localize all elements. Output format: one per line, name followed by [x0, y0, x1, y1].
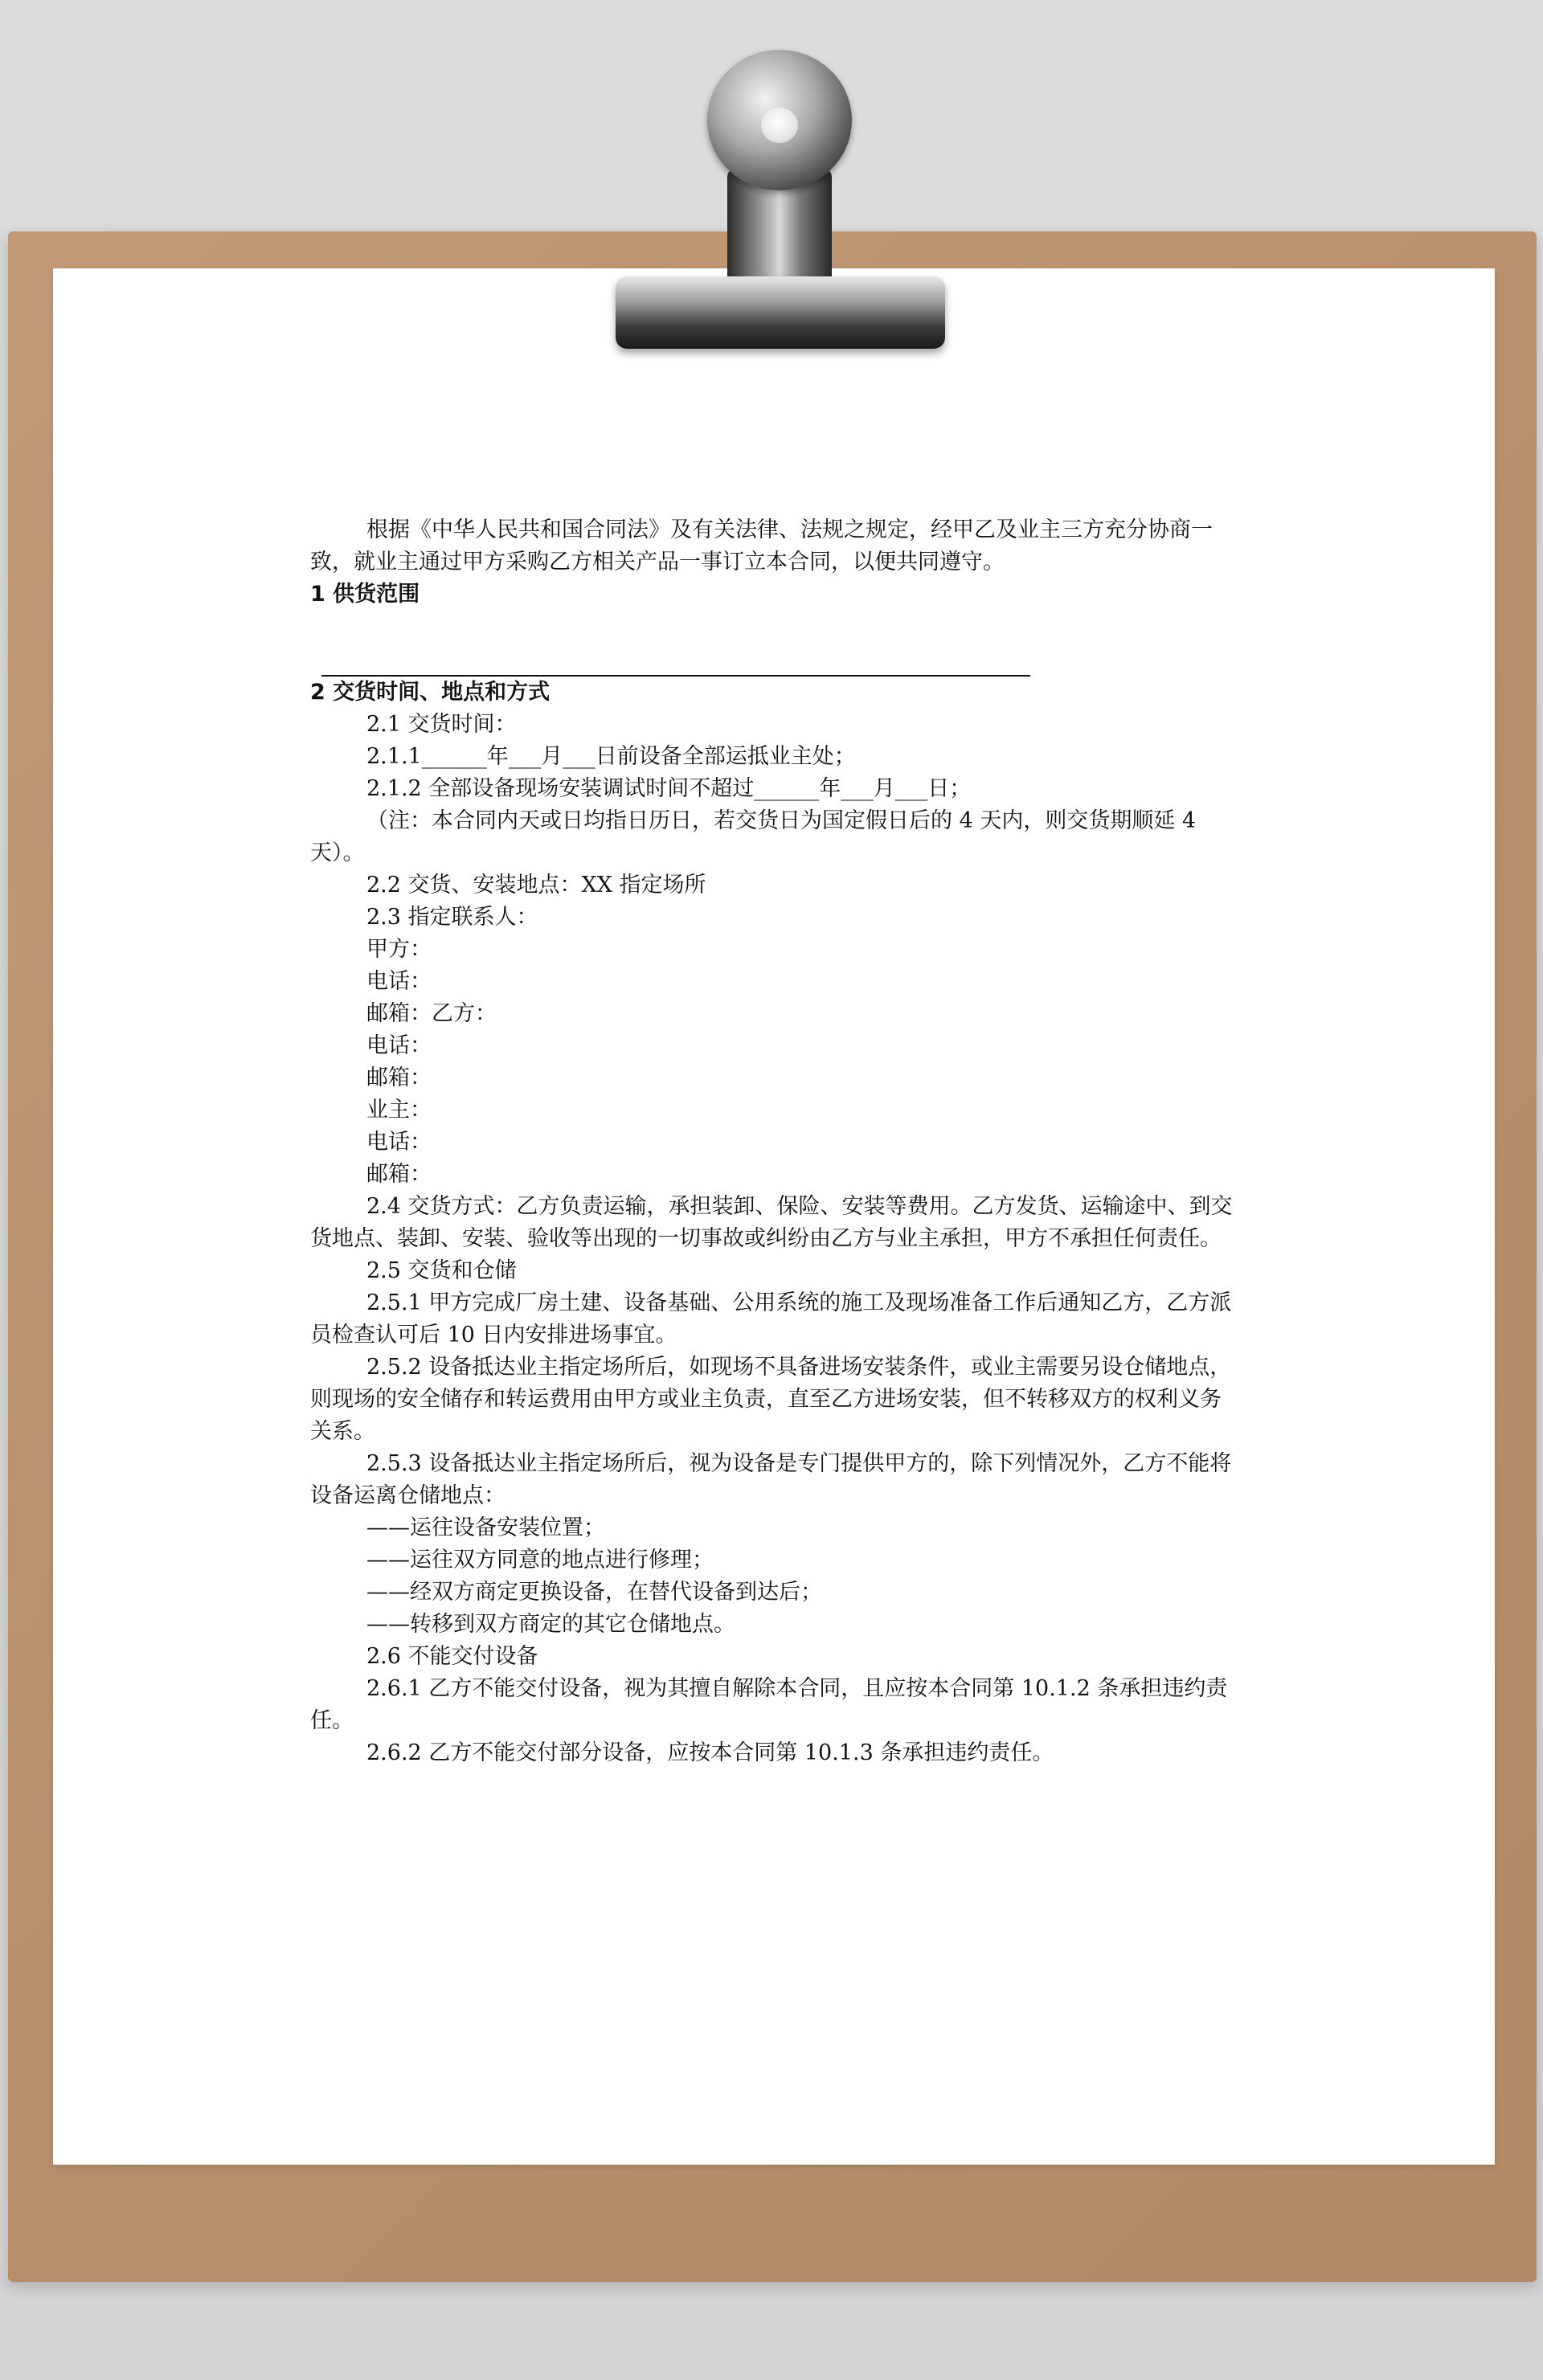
section-2-heading: 2 交货时间、地点和方式	[310, 680, 550, 705]
dash-item-2: ——运往双方同意的地点进行修理；	[366, 1548, 714, 1572]
item-2-2: 2.2 交货、安装地点：XX 指定场所	[366, 873, 706, 898]
contact-phone-1: 电话：	[366, 969, 432, 994]
binder-clip-bar	[616, 276, 945, 349]
contact-phone-3: 电话：	[366, 1130, 432, 1155]
contact-phone-2: 电话：	[366, 1033, 432, 1058]
item-2-4: 2.4 交货方式：乙方负责运输，承担装卸、保险、安装等费用。乙方发货、运输途中、到交货地点、装卸、安装、验收等出现的一切事故或纠纷由乙方与业主承担，甲方不承担任何责任。	[310, 1194, 1233, 1251]
dash-item-3: ——经双方商定更换设备，在替代设备到达后；	[366, 1580, 822, 1605]
note-paragraph: （注：本合同内天或日均指日历日，若交货日为国定假日后的 4 天内，则交货期顺延 4 天）。	[310, 808, 1197, 865]
dash-item-4: ——转移到双方商定的其它仓储地点。	[366, 1612, 735, 1637]
item-2-1-1: 2.1.1______年___月___日前设备全部运抵业主处；	[366, 744, 856, 769]
contact-owner: 业主：	[366, 1098, 432, 1123]
contact-email-3: 邮箱：	[366, 1162, 432, 1187]
item-2-3: 2.3 指定联系人：	[366, 905, 538, 930]
item-2-5-3: 2.5.3 设备抵达业主指定场所后，视为设备是专门提供甲方的，除下列情况外，乙方不能将设备运离仓储地点：	[310, 1451, 1232, 1508]
item-2-6: 2.6 不能交付设备	[366, 1644, 538, 1669]
item-2-6-2: 2.6.2 乙方不能交付部分设备，应按本合同第 10.1.3 条承担违约责任。	[366, 1740, 1054, 1765]
item-2-5-2: 2.5.2 设备抵达业主指定场所后，如现场不具备进场安装条件，或业主需要另设仓储地点，则现场的安全储存和转运费用由甲方或业主负责，直至乙方进场安装，但不转移双方的权利义务关系。	[310, 1355, 1232, 1444]
item-2-1: 2.1 交货时间：	[366, 712, 517, 737]
item-2-5-1: 2.5.1 甲方完成厂房土建、设备基础、公用系统的施工及现场准备工作后通知乙方，乙方派员检查认可后 10 日内安排进场事宜。	[310, 1290, 1232, 1347]
dash-item-1: ——运往设备安装位置；	[366, 1515, 605, 1540]
contact-email-2: 邮箱：	[366, 1065, 432, 1090]
item-2-6-1: 2.6.1 乙方不能交付设备，视为其擅自解除本合同，且应按本合同第 10.1.2 条承担违约责任。	[310, 1676, 1228, 1733]
item-2-1-2: 2.1.2 全部设备现场安装调试时间不超过______年___月___日；	[366, 776, 972, 801]
section-1-heading: 1 供货范围	[310, 582, 420, 607]
contract-text	[310, 514, 1234, 1769]
item-2-5: 2.5 交货和仓储	[366, 1258, 517, 1283]
contact-email-yi: 邮箱：乙方：	[366, 1001, 497, 1026]
contact-jia: 甲方：	[366, 937, 432, 962]
binder-clip-hole	[761, 108, 798, 143]
intro-paragraph: 根据《中华人民共和国合同法》及有关法律、法规之规定，经甲乙及业主三方充分协商一致，就业主通过甲方采购乙方相关产品一事订立本合同，以便共同遵守。	[310, 517, 1213, 575]
